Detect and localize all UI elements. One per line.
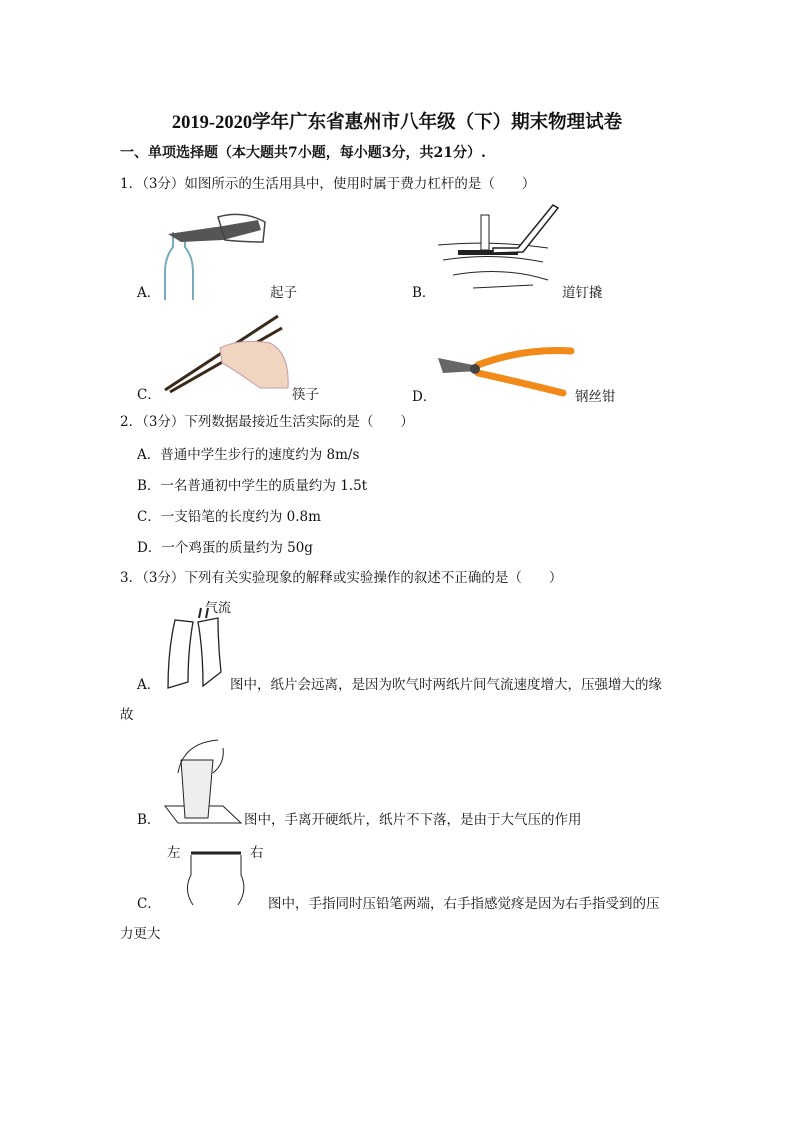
q1-option-b-text: 道钉撬 (562, 285, 603, 301)
q2-option-d: D．一个鸡蛋的质量约为 50g (137, 540, 313, 556)
q3-option-c-text: 图中，手指同时压铅笔两端，右手指感觉疼是因为右手指受到的压 (268, 896, 660, 912)
q3-option-b-label: B． (137, 812, 161, 828)
cup-card-image (163, 738, 243, 828)
q2-option-c: C．一支铅笔的长度约为 0.8m (137, 509, 321, 525)
q3-option-b-text: 图中，手离开硬纸片，纸片不下落，是由于大气压的作用 (244, 812, 582, 828)
q1-option-c-text: 筷子 (292, 387, 319, 403)
q3-option-a-label: A． (137, 677, 161, 693)
q1-option-a-text: 起子 (270, 285, 297, 301)
q2-option-a: A．普通中学生步行的速度约为 8m/s (137, 447, 360, 463)
chopsticks-image (160, 308, 292, 396)
q1-option-b-label: B． (412, 285, 436, 301)
crowbar-image (433, 200, 561, 295)
q3-option-a-text: 图中，纸片会远离，是因为吹气时两纸片间气流速度增大，压强增大的缘 (230, 677, 662, 693)
q3-option-a-text-cont: 故 (120, 707, 134, 723)
pliers-image (433, 343, 575, 398)
q1-option-a-label: A． (137, 285, 161, 301)
airflow-label: 气流 (205, 601, 232, 616)
q3-option-c-label: C． (137, 896, 161, 912)
question-1-stem: 1．（3分）如图所示的生活用具中，使用时属于费力杠杆的是（ ） (120, 176, 536, 192)
q2-option-b: B．一名普通初中学生的质量约为 1.5t (137, 478, 368, 494)
q3-option-c-text-cont: 力更大 (120, 926, 161, 942)
question-2-stem: 2．（3分）下列数据最接近生活实际的是（ ） (120, 414, 414, 430)
right-label: 右 (250, 845, 264, 861)
q1-option-d-text: 钢丝钳 (575, 389, 616, 405)
question-3-stem: 3．（3分）下列有关实验现象的解释或实验操作的叙述不正确的是（ ） (120, 570, 563, 586)
left-label: 左 (167, 845, 181, 861)
q1-option-c-label: C． (137, 387, 161, 403)
section-heading: 一、单项选择题（本大题共7小题，每小题3分，共21分）. (120, 145, 486, 161)
q1-option-d-label: D． (412, 389, 437, 405)
page-title: 2019-2020学年广东省惠州市八年级（下）期末物理试卷 (171, 113, 623, 133)
bottle-opener-image (163, 212, 268, 302)
